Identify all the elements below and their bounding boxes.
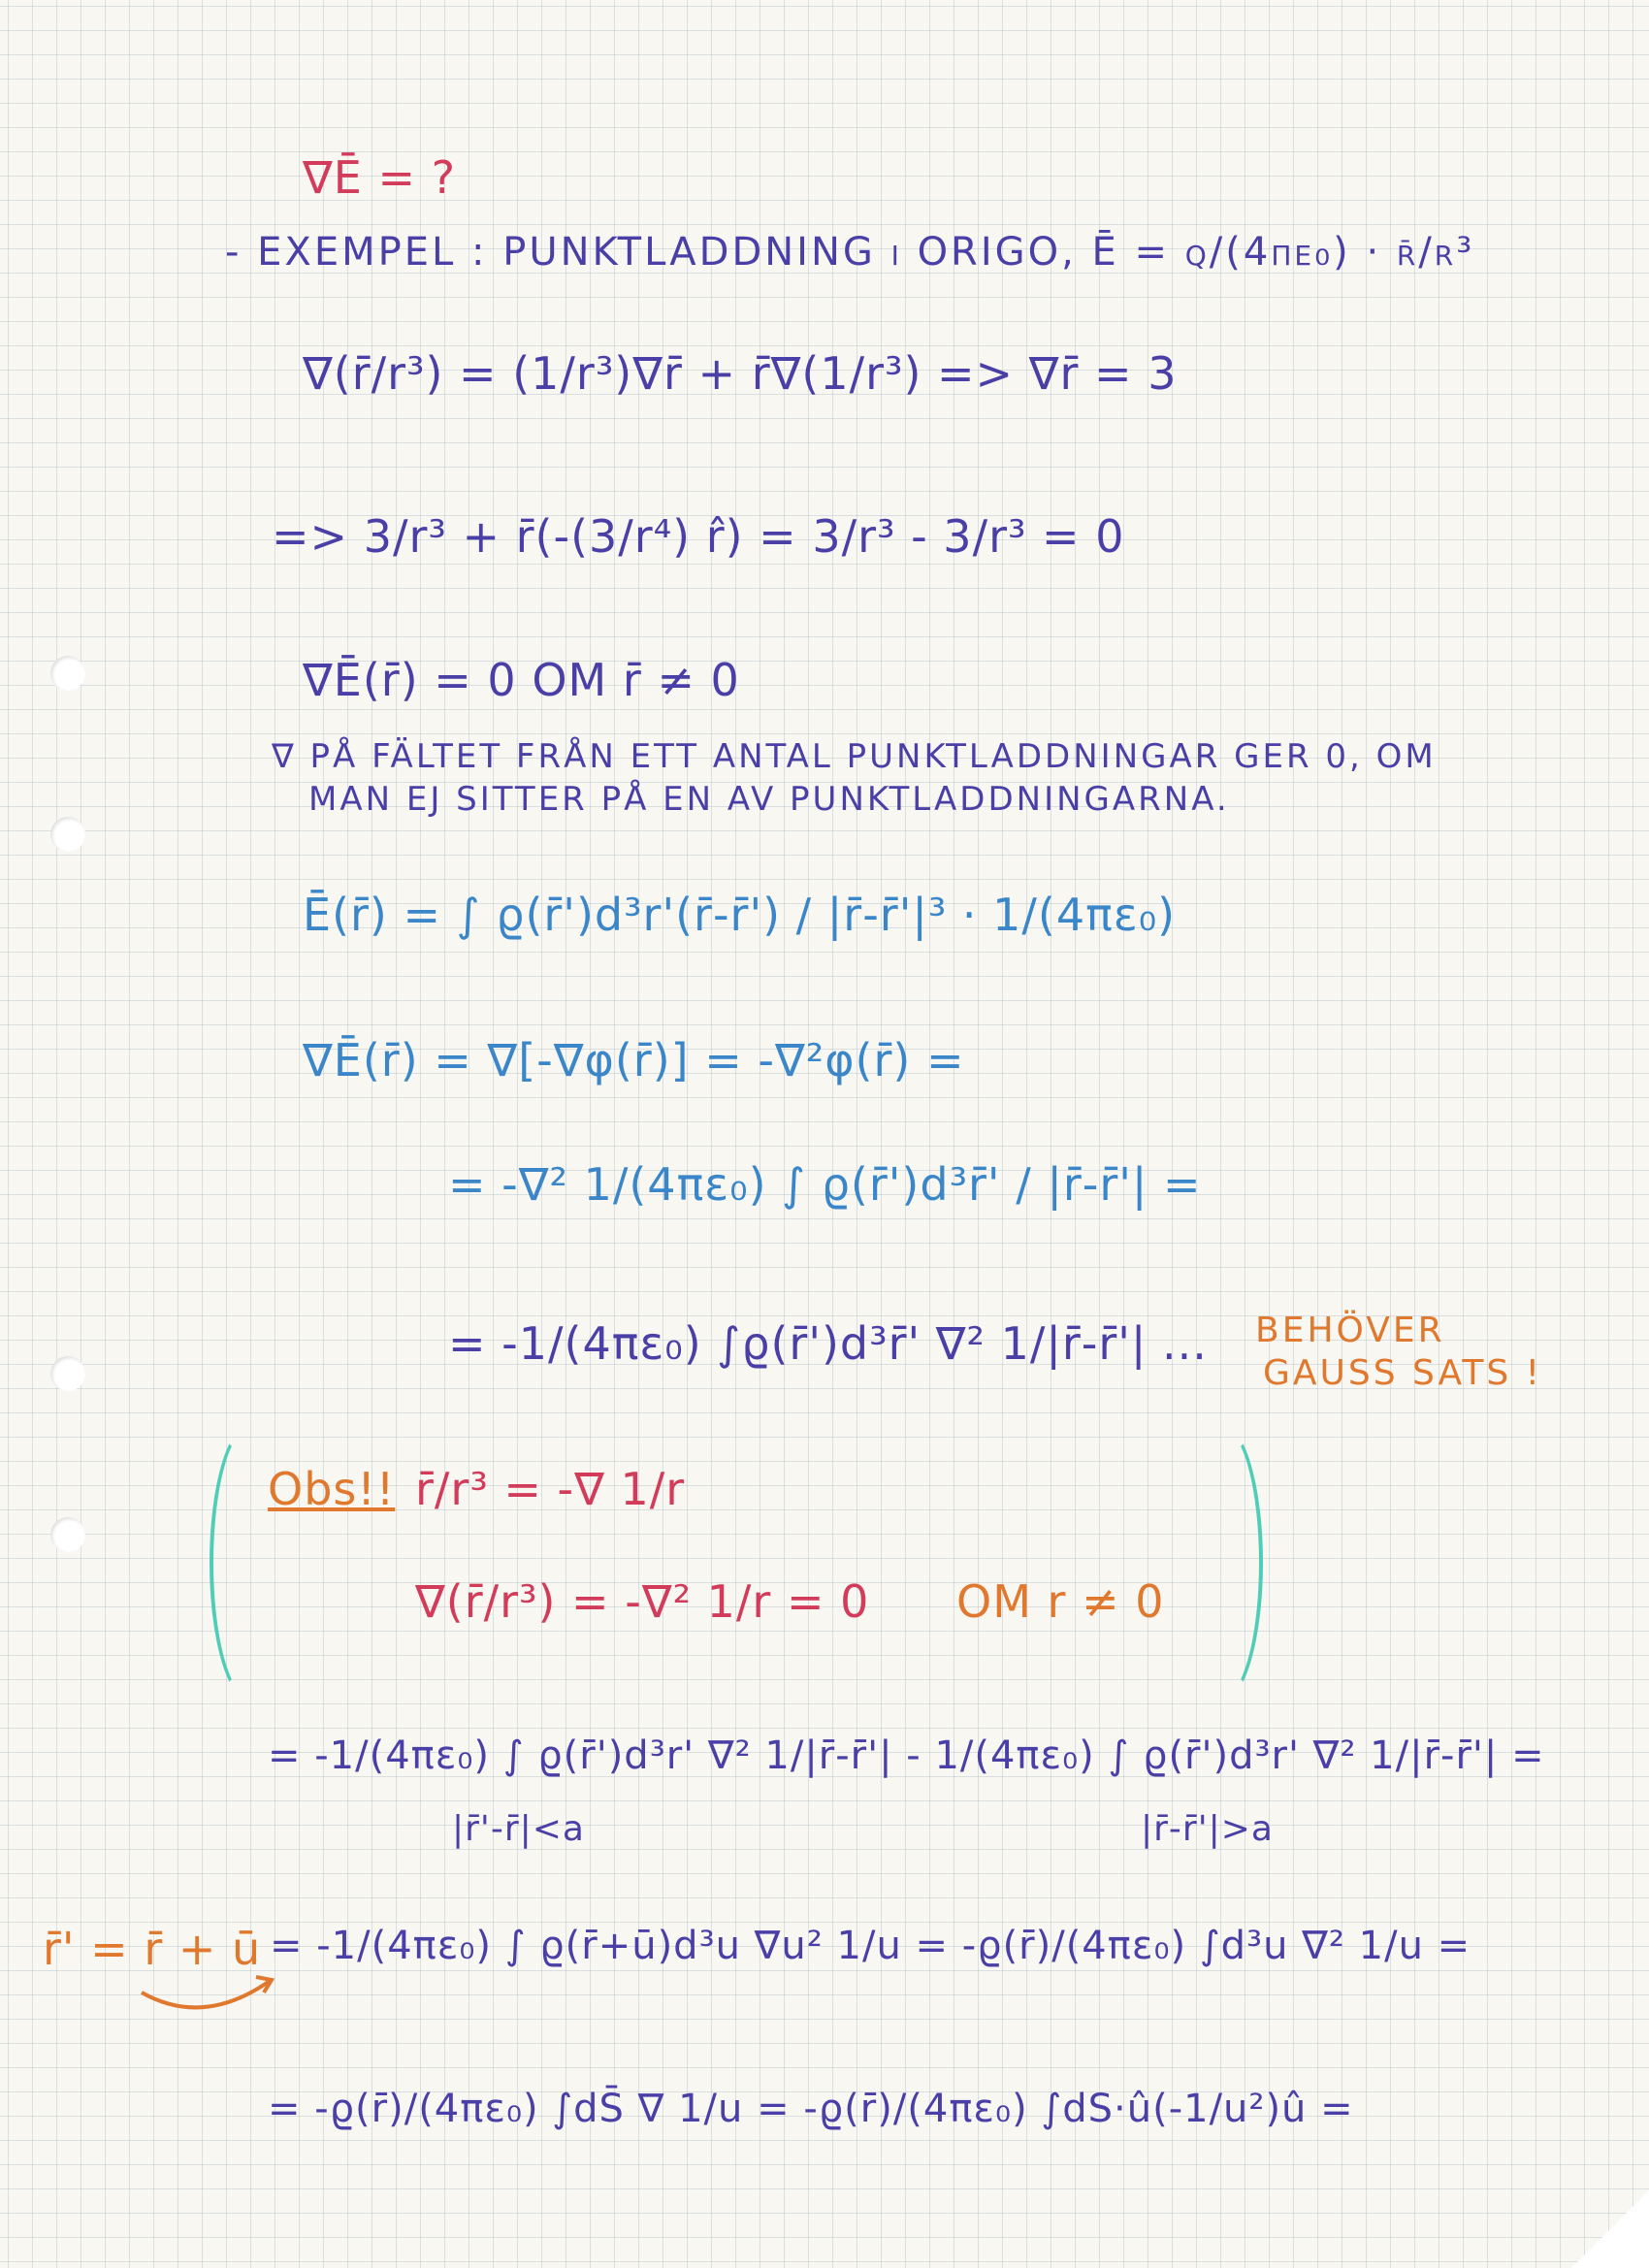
note-gauss-sats: GAUSS SATS ! xyxy=(1263,1353,1543,1393)
line-laplacian-integral: = -∇² 1/(4πε₀) ∫ ϱ(r̄')d³r̄' / |r̄-r̄'| = xyxy=(448,1158,1202,1211)
substitution-arrow-icon xyxy=(136,1960,281,2018)
line-divergence-result: => 3/r³ + r̄(-(3/r⁴) r̂) = 3/r³ - 3/r³ = 0 xyxy=(272,510,1125,563)
binder-hole xyxy=(50,1356,85,1391)
region-inner: |r̄'-r̄|<a xyxy=(452,1809,585,1849)
line-statement-2: MAN EJ SITTER PÅ EN AV PUNKTLADDNINGARNA. xyxy=(308,780,1230,819)
line-obs-laplacian: ∇(r̄/r³) = -∇² 1/r = 0 xyxy=(415,1575,870,1628)
line-divergence-expansion: ∇(r̄/r³) = (1/r³)∇r̄ + r̄∇(1/r³) => ∇r̄ = 3 xyxy=(303,347,1178,400)
binder-hole xyxy=(50,817,85,852)
substitution-note: r̄' = r̄ + ū xyxy=(43,1923,262,1975)
obs-condition: OM r ≠ 0 xyxy=(956,1575,1165,1628)
line-field-integral: Ē(r̄) = ∫ ϱ(r̄')d³r'(r̄-r̄') / |r̄-r̄'|³ · 1/(4πε₀) xyxy=(303,889,1177,941)
obs-label: Obs!! xyxy=(268,1463,396,1515)
line-gauss-surface: = -ϱ(r̄)/(4πε₀) ∫dS̄ ∇ 1/u = -ϱ(r̄)/(4πε₀) ∫dS·û(-1/u²)û = xyxy=(268,2087,1354,2131)
note-behover: BEHÖVER xyxy=(1255,1311,1445,1350)
region-outer: |r̄-r̄'|>a xyxy=(1141,1809,1274,1849)
line-potential-laplacian: ∇Ē(r̄) = ∇[-∇φ(r̄)] = -∇²φ(r̄) = xyxy=(303,1034,965,1086)
line-split-integrals: = -1/(4πε₀) ∫ ϱ(r̄')d³r' ∇² 1/|r̄-r̄'| - 1/(4πε₀) ∫ ϱ(r̄')d³r' ∇² 1/|r̄-r̄'| = xyxy=(268,1733,1545,1778)
page-corner xyxy=(1571,2190,1649,2268)
binder-hole xyxy=(50,656,85,691)
line-example-heading: - EXEMPEL : PUNKTLADDNING i ORIGO, Ē = q/(4πε₀) · r̄/r³ xyxy=(225,230,1475,275)
line-divergence-question: ∇Ē = ? xyxy=(303,151,457,204)
right-parenthesis xyxy=(1181,1424,1263,1701)
line-obs-gradient: r̄/r³ = -∇ 1/r xyxy=(415,1463,686,1515)
line-statement-1: ∇ PÅ FÄLTET FRÅN ETT ANTAL PUNKTLADDNINGAR GER 0, OM xyxy=(272,737,1437,776)
line-substituted-integral: = -1/(4πε₀) ∫ ϱ(r̄+ū)d³u ∇u² 1/u = -ϱ(r̄)/(4πε₀) ∫d³u ∇² 1/u = xyxy=(270,1924,1471,1968)
line-divergence-zero: ∇Ē(r̄) = 0 OM r̄ ≠ 0 xyxy=(303,654,740,706)
line-moved-laplacian: = -1/(4πε₀) ∫ϱ(r̄')d³r̄' ∇² 1/|r̄-r̄'| ... xyxy=(448,1317,1208,1370)
binder-hole xyxy=(50,1517,85,1552)
